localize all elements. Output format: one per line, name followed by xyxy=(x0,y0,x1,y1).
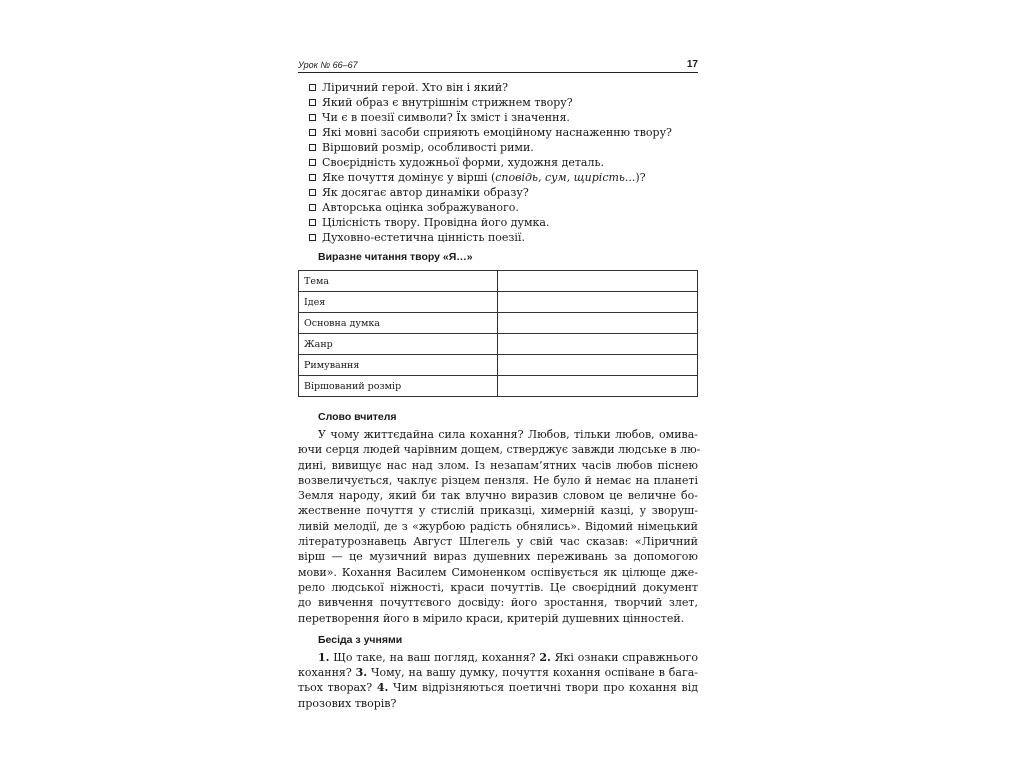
teacher-section-title: Слово вчителя xyxy=(318,411,397,423)
checkbox-square-icon xyxy=(309,189,316,196)
checkbox-square-icon xyxy=(309,219,316,226)
paragraph-line: літературознавець Август Шлегель у свій час сказав: «Ліричний xyxy=(298,535,698,549)
textbook-page xyxy=(298,56,701,711)
paragraph-line: У чому життєдайна сила кохання? Любов, тільки любов, омива- xyxy=(318,428,698,441)
page-header xyxy=(298,56,698,73)
list-item: Своєрідність художньої форми, художня деталь. xyxy=(298,155,698,170)
table-row xyxy=(299,355,698,376)
table-row-answer-cell xyxy=(498,271,698,292)
list-item: Цілісність твору. Провідна його думка. xyxy=(298,215,698,230)
checkbox-square-icon xyxy=(309,144,316,151)
paragraph-line: жественне почуття у стислій приказці, химерній казці, у зворуш- xyxy=(298,504,698,518)
checkbox-square-icon xyxy=(309,84,316,91)
checkbox-square-icon xyxy=(309,99,316,106)
paragraph-line: Земля народу, який би так влучно виразив словом це величне бо- xyxy=(298,489,698,503)
table-row-answer-cell xyxy=(498,313,698,334)
checkbox-square-icon xyxy=(309,159,316,166)
table-row xyxy=(299,271,698,292)
analysis-questions-list xyxy=(298,80,698,245)
checkbox-square-icon xyxy=(309,204,316,211)
checkbox-square-icon xyxy=(309,129,316,136)
table-row-label: Жанр xyxy=(299,334,498,355)
list-item: Віршовий розмір, особливості рими. xyxy=(298,140,698,155)
table-row-label: Основна думка xyxy=(299,313,498,334)
table-section-title: Виразне читання твору «Я…» xyxy=(318,251,473,263)
paragraph-line: вірш — це музичний вираз душевних переживань за допомогою xyxy=(298,550,698,564)
list-item: Який образ є внутрішнім стрижнем твору? xyxy=(298,95,698,110)
checkbox-square-icon xyxy=(309,234,316,241)
talk-questions-paragraph: 1. Що таке, на ваш погляд, кохання? 2. Які ознаки справжнього кохання? 3. Чому, на вашу думку, почуття кохання оспіване в бага- тьох творах? 4. Чим відрізняються поетичні твори про кохання від прозових творів? xyxy=(298,650,699,710)
table-row xyxy=(299,376,698,397)
list-item: Яке почуття домінує у вірші (сповідь, сум, щирість...)? xyxy=(298,170,698,185)
teacher-paragraph xyxy=(298,427,701,626)
table-row-answer-cell xyxy=(498,355,698,376)
table-row-label: Ідея xyxy=(299,292,498,313)
table-row-label: Віршований розмір xyxy=(299,376,498,397)
list-item: Духовно-естетична цінність поезії. xyxy=(298,230,698,245)
paragraph-line: рело людської ніжності, краси почуттів. Це своєрідний документ xyxy=(298,580,698,594)
checkbox-square-icon xyxy=(309,114,316,121)
checkbox-square-icon xyxy=(309,174,316,181)
paragraph-line: возвеличується, чаклує різцем пензля. Не було й немає на планеті xyxy=(298,473,698,487)
table-row xyxy=(299,334,698,355)
table-row-label: Римування xyxy=(299,355,498,376)
table-row-label: Тема xyxy=(299,271,498,292)
list-item: Авторська оцінка зображуваного. xyxy=(298,200,698,215)
paragraph-line: дині, вивищує нас над злом. Із незапам’ятних часів любов піснею xyxy=(298,458,698,472)
page-number: 17 xyxy=(686,59,698,70)
paragraph-line: до вивчення почуттєвого досвіду: його зростання, творчий злет, xyxy=(298,596,698,610)
analysis-table xyxy=(298,270,698,397)
table-row-answer-cell xyxy=(498,292,698,313)
lesson-label: Урок № 66–67 xyxy=(298,60,358,70)
table-row-answer-cell xyxy=(498,334,698,355)
list-item: Ліричний герой. Хто він і який? xyxy=(298,80,698,95)
table-row xyxy=(299,292,698,313)
paragraph-line: ючи серця людей чарівним дощем, стверджує завжди людське в лю- xyxy=(298,443,701,457)
list-item: Чи є в поезії символи? Їх зміст і значення. xyxy=(298,110,698,125)
list-item: Як досягає автор динаміки образу? xyxy=(298,185,698,200)
paragraph-line: мови». Кохання Василем Симоненком оспівується як цілюще дже- xyxy=(298,565,698,579)
table-row xyxy=(299,313,698,334)
paragraph-line: перетворення його в мірило краси, критерій душевних цінностей. xyxy=(298,611,685,625)
talk-section-title: Бесіда з учнями xyxy=(318,633,403,646)
table-row-answer-cell xyxy=(498,376,698,397)
paragraph-line: ливій мелодії, де з «журбою радість обнялись». Відомий німецький xyxy=(298,519,698,533)
list-item: Які мовні засоби сприяють емоційному наснаженню твору? xyxy=(298,125,698,140)
